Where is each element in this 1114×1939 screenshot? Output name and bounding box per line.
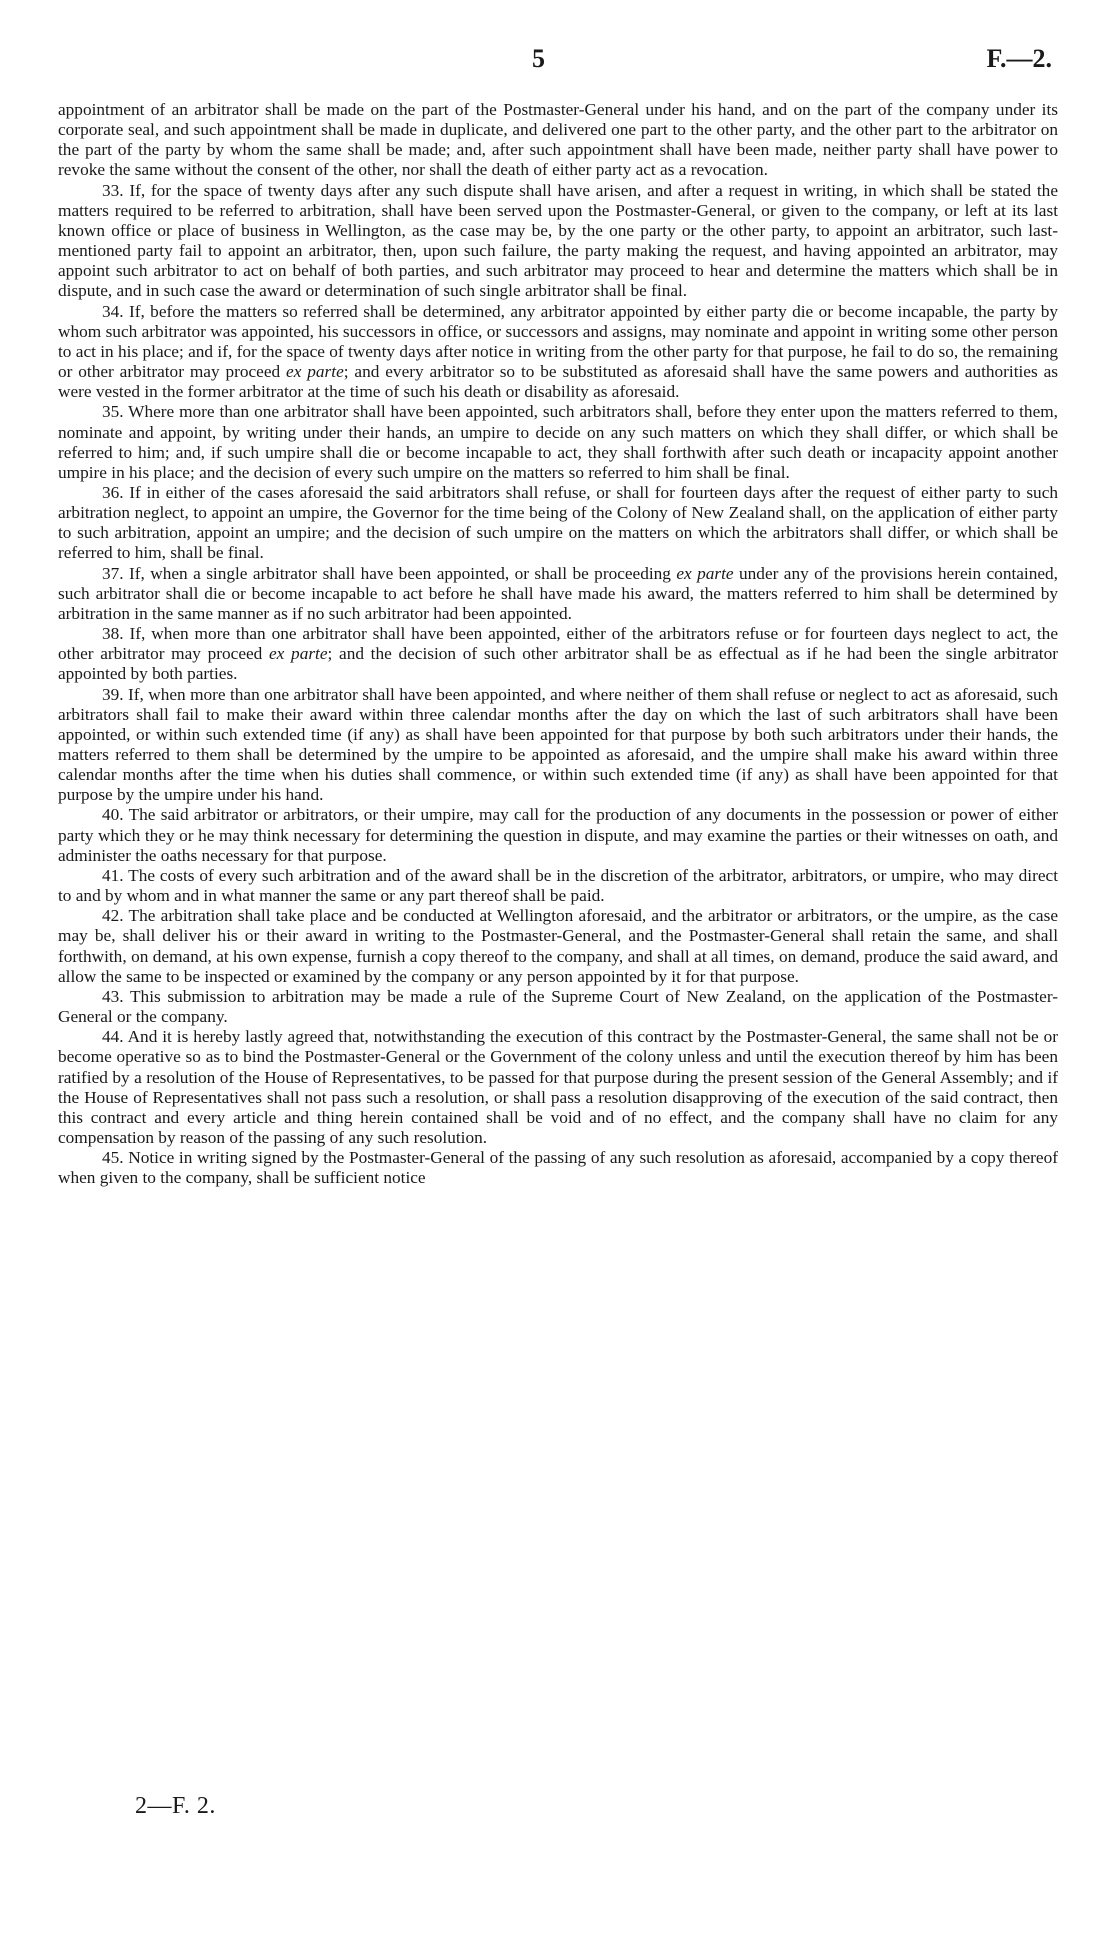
body-text	[58, 100, 1058, 1188]
section-42: 42. The arbitration shall take place and be conducted at Wellington aforesaid, and the arbitrator or arbitrators, or the umpire, as the case may be, shall deliver his or their award in writing to the Postmaster-General, and the Postmaster-General shall retain the same, and shall forthwith, on demand, at his own expense, furnish a copy thereof to the company, and shall at all times, on demand, produce the said award, and allow the same to be inspected or examined by the company or any person appointed by it for that purpose.	[58, 906, 1058, 986]
page-header	[0, 44, 1114, 80]
page-number: 5	[532, 44, 545, 73]
section-44: 44. And it is hereby lastly agreed that, notwithstanding the execution of this contract by the Postmaster-General, the same shall not be or become operative so as to bind the Postmaster-General or the Government of the colony unless and until the execution thereof by him has been ratified by a resolution of the House of Representatives, to be passed for that purpose during the present session of the General Assembly; and if the House of Representatives shall not pass such a resolution, or shall pass a resolution disapproving of the execution of the said contract, then this contract and every article and thing herein contained shall be void and of no effect, and the company shall have no claim for any compensation by reason of the passing of any such resolution.	[58, 1027, 1058, 1147]
section-43: 43. This submission to arbitration may be made a rule of the Supreme Court of New Zealand, on the application of the Postmaster-General or the company.	[58, 986, 1058, 1027]
section-33: 33. If, for the space of twenty days after any such dispute shall have arisen, and after a request in writing, in which shall be stated the matters required to be referred to arbitration, shall have been served upon the Postmaster-General, or given to the company, or left at its last known office or place of business in Wellington, as the case may be, by the one party or the other party, to appoint an arbitrator, such last-mentioned party fail to appoint an arbitrator, then, upon such failure, the party making the request, and having appointed an arbitrator, may appoint such arbitrator to act on behalf of both parties, and such arbitrator may proceed to hear and determine the matters which shall be in dispute, and in such case the award or determination of such single arbitrator shall be final.	[58, 180, 1058, 301]
section-35: 35. Where more than one arbitrator shall have been appointed, such arbitrators shall, before they enter upon the matters referred to them, nominate and appoint, by writing under their hands, an umpire to decide on any such matters on which they shall differ, or which shall be referred to him; and, if such umpire shall die or become incapable to act, they shall forthwith after such death or incapacity appoint another umpire in his place; and the decision of every such umpire on the matters so referred to him shall be final.	[58, 402, 1058, 482]
document-reference: F.—2.	[986, 44, 1052, 73]
signature-mark: 2—F. 2.	[135, 1793, 216, 1819]
section-39: 39. If, when more than one arbitrator shall have been appointed, and where neither of them shall refuse or neglect to act as aforesaid, such arbitrators shall fail to make their award within three calendar months after the day on which the last of such arbitrators shall have been appointed, or within such extended time (if any) as shall have been appointed for that purpose by both such arbitrators under their hands, the matters referred to them shall be determined by the umpire to be appointed as aforesaid, and the umpire shall make his award within three calendar months after the time when his duties shall commence, or within such extended time (if any) as shall have been appointed for that purpose by the umpire under his hand.	[58, 684, 1058, 805]
section-36: 36. If in either of the cases aforesaid the said arbitrators shall refuse, or shall for fourteen days after the request of either party to such arbitration neglect, to appoint an umpire, the Governor for the time being of the Colony of New Zealand shall, on the application of either party to such arbitration, appoint an umpire; and the decision of such umpire on the matters on which the arbitrators shall differ, or which shall be referred to him, shall be final.	[58, 482, 1058, 563]
section-41: 41. The costs of every such arbitration and of the award shall be in the discretion of the arbitrator, arbitrators, or umpire, who may direct to and by whom and in what manner the same or any part thereof shall be paid.	[58, 865, 1058, 906]
section-37: 37. If, when a single arbitrator shall have been appointed, or shall be proceeding ex parte under any of the provisions herein contained, such arbitrator shall die or become incapable to act before he shall have made his award, the matters referred to him shall be determined by arbitration in the same manner as if no such arbitrator had been appointed.	[58, 563, 1058, 623]
section-40: 40. The said arbitrator or arbitrators, or their umpire, may call for the production of any documents in the possession or power of either party which they or he may think necessary for determining the question in dispute, and may examine the parties or their witnesses on oath, and administer the oaths necessary for that purpose.	[58, 805, 1058, 865]
section-34: 34. If, before the matters so referred shall be determined, any arbitrator appointed by either party die or become incapable, the party by whom such arbitrator was appointed, his successors in office, or successors and assigns, may nominate and appoint in writing some other person to act in his place; and if, for the space of twenty days after notice in writing from the other party for that purpose, he fail to do so, the remaining or other arbitrator may proceed ex parte; and every arbitrator so to be substituted as aforesaid shall have the same powers and authorities as were vested in the former arbitrator at the time of such his death or disability as aforesaid.	[58, 301, 1058, 402]
section-45: 45. Notice in writing signed by the Postmaster-General of the passing of any such resolution as aforesaid, accompanied by a copy thereof when given to the company, shall be sufficient notice	[58, 1148, 1058, 1188]
section-38: 38. If, when more than one arbitrator shall have been appointed, either of the arbitrators refuse or for fourteen days neglect to act, the other arbitrator may proceed ex parte; and the decision of such other arbitrator shall be as effectual as if he had been the single arbitrator appointed by both parties.	[58, 624, 1058, 684]
paragraph-continued: appointment of an arbitrator shall be made on the part of the Postmaster-General under his hand, and on the part of the company under its corporate seal, and such appointment shall be made in duplicate, and delivered one part to the other party, and the other part to the arbitrator on the part of the party by whom the same shall be made; and, after such appointment shall have been made, neither party shall have power to revoke the same without the consent of the other, nor shall the death of either party act as a revocation.	[58, 100, 1058, 180]
